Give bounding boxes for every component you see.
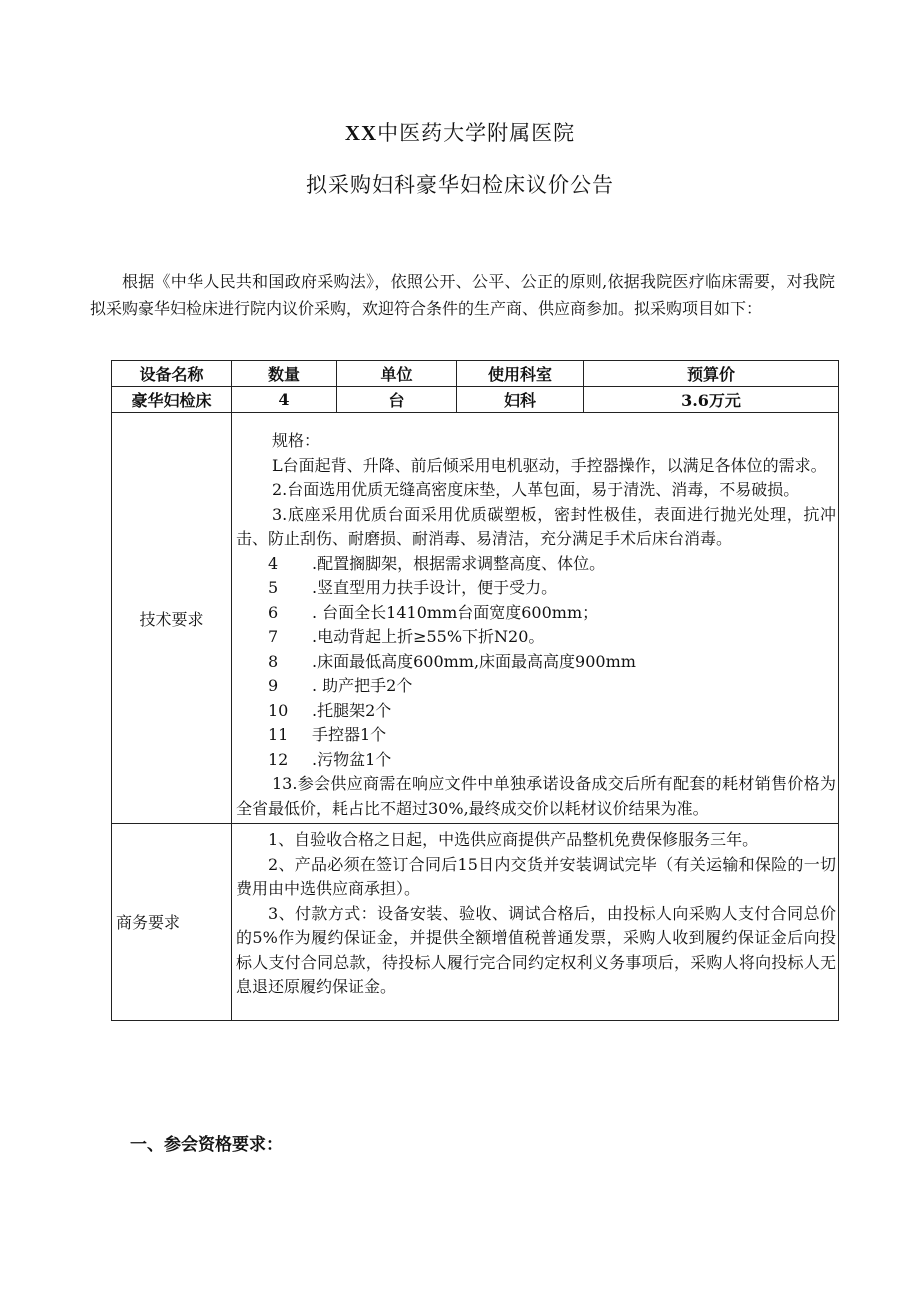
intro-paragraph: 根据《中华人民共和国政府采购法》，依照公开、公平、公正的原则,依据我院医疗临床需要，对我院拟采购豪华妇检床进行院内议价采购，欢迎符合条件的生产商、供应商参加。拟采购项目如下： (90, 272, 835, 318)
tech-item: L台面起背、升降、前后倾采用电机驱动，手控器操作，以满足各体位的需求。 (272, 455, 827, 475)
equipment-name-cell: 豪华妇检床 (112, 387, 232, 413)
tech-item: 5 .竖直型用力扶手设计，便于受力。 (268, 578, 558, 597)
business-item: 2、产品必须在签订合同后15日内交货并安装调试完毕（有关运输和保险的一切费用由中选供应商承担）。 (236, 854, 836, 898)
tech-requirements-row (112, 413, 839, 824)
business-item: 1、自验收合格之日起，中选供应商提供产品整机免费保修服务三年。 (268, 830, 759, 849)
header-cell: 使用科室 (457, 361, 584, 387)
business-requirements-row (112, 824, 839, 1021)
unit-cell: 台 (337, 387, 457, 413)
table-row (112, 387, 839, 413)
procurement-table (111, 360, 839, 1021)
tech-item: 4 .配置搁脚架，根据需求调整高度、体位。 (268, 553, 606, 573)
header-cell: 数量 (232, 361, 337, 387)
header-cell: 设备名称 (112, 361, 232, 387)
tech-item: 10 .托腿架2个 (268, 700, 392, 720)
tech-item: 6 . 台面全长1410mm台面宽度600mm； (268, 602, 599, 622)
tech-item: 2.台面选用优质无缝高密度床垫，人革包面，易于清洗、消毒，不易破损。 (272, 480, 800, 499)
business-requirements-content (232, 824, 839, 1021)
quantity-cell: 4 (232, 387, 337, 413)
tech-requirements-label: 技术要求 (112, 413, 232, 824)
tech-item: 7 .电动背起上折≥55%下折N20。 (268, 627, 545, 646)
budget-cell: 3.6万元 (584, 387, 839, 413)
header-cell: 预算价 (584, 361, 839, 387)
tech-item: 11 手控器1个 (268, 725, 387, 744)
tech-item: 9 . 助产把手2个 (268, 676, 413, 695)
title-prefix: XX (344, 121, 378, 145)
business-item: 3、付款方式：设备安装、验收、调试合格后，由投标人向采购人支付合同总价的5%作为履约保证金，并提供全额增值税普通发票，采购人收到履约保证金后向投标人支付合同总款，待投标人履行完合同约定权利义务事项后，采购人将向投标人无息退还原履约保证金。 (236, 903, 836, 996)
document-subtitle: 拟采购妇科豪华妇检床议价公告 (306, 173, 614, 197)
table-header-row (112, 361, 839, 387)
title-rest: 中医药大学附属医院 (377, 121, 576, 145)
document-title (0, 118, 920, 148)
spec-title: 规格： (272, 431, 321, 450)
tech-item: 13.参会供应商需在响应文件中单独承诺设备成交后所有配套的耗材销售价格为全省最低价，耗占比不超过30%,最终成交价以耗材议价结果为准。 (236, 774, 836, 818)
department-cell: 妇科 (457, 387, 584, 413)
header-cell: 单位 (337, 361, 457, 387)
tech-item: 3.底座采用优质台面采用优质碳塑板，密封性极佳，表面进行抛光处理，抗冲击、防止刮伤、耐磨损、耐消毒、易清洁，充分满足手术后床台消毒。 (236, 504, 836, 548)
business-requirements-label: 商务要求 (112, 824, 232, 1021)
section-heading: 一、参会资格要求： (130, 1135, 283, 1155)
tech-item: 8 .床面最低高度600mm,床面最高高度900mm (268, 651, 636, 671)
title-block (0, 118, 920, 200)
tech-requirements-content (232, 413, 839, 824)
tech-item: 12 .污物盆1个 (268, 749, 392, 769)
